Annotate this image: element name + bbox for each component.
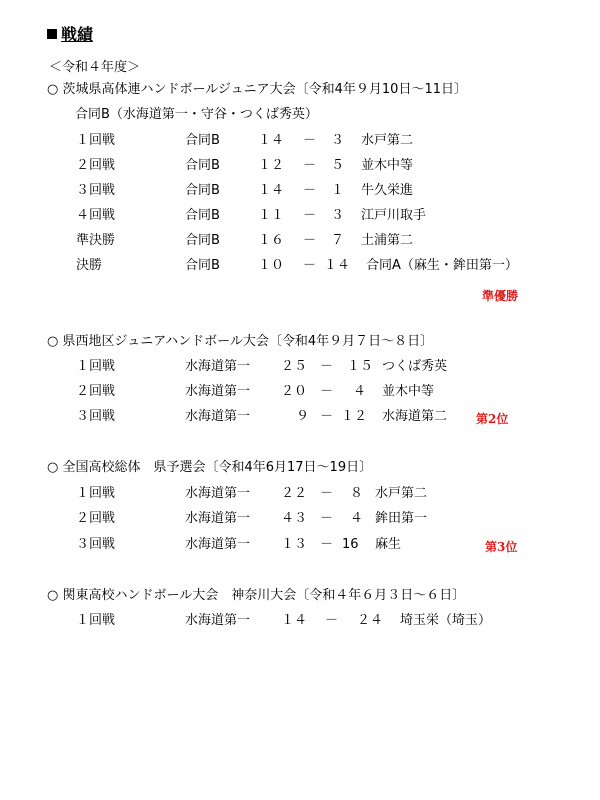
score-home: ２２	[281, 486, 308, 501]
score-home: １４	[258, 133, 285, 148]
score-dash: －	[320, 384, 334, 399]
team-composition: 合同B（水海道第一・守谷・つくば秀英）	[75, 107, 318, 122]
match-row	[0, 384, 600, 400]
page-title: 戦績	[47, 22, 93, 45]
score-away: ４	[350, 511, 364, 526]
score-home: １３	[281, 537, 308, 552]
score-away: １４	[324, 258, 351, 273]
team: 合同B	[185, 258, 220, 273]
round: ４回戦	[76, 208, 116, 223]
opponent: 水戸第二	[361, 133, 414, 148]
team: 水海道第一	[185, 384, 251, 399]
team: 合同B	[185, 158, 220, 173]
opponent: 埼玉栄（埼玉）	[400, 613, 492, 628]
opponent: 江戸川取手	[361, 208, 427, 223]
team: 水海道第一	[185, 511, 251, 526]
opponent: 水海道第二	[382, 409, 448, 424]
score-dash: －	[320, 537, 334, 552]
result-badge: 第3位	[485, 540, 518, 554]
match-row	[0, 486, 600, 502]
round: ２回戦	[76, 158, 116, 173]
score-home: １１	[258, 208, 285, 223]
tournament-heading: ○ 茨城県高体連ハンドボールジュニア大会〔令和4年９月10日～11日〕	[47, 82, 467, 97]
match-row	[0, 359, 600, 375]
match-row	[0, 258, 600, 274]
round: １回戦	[76, 133, 116, 148]
match-row	[0, 158, 600, 174]
opponent: 並木中等	[382, 384, 435, 399]
score-away: ８	[350, 486, 364, 501]
match-row	[0, 613, 600, 629]
score-dash: －	[303, 208, 317, 223]
round: ２回戦	[76, 511, 116, 526]
team: 合同B	[185, 208, 220, 223]
score-away: １５	[347, 359, 374, 374]
opponent: 土浦第二	[361, 233, 414, 248]
score-home: １４	[281, 613, 308, 628]
team: 水海道第一	[185, 409, 251, 424]
team: 合同B	[185, 233, 220, 248]
match-row	[0, 409, 600, 425]
result-badge: 第2位	[476, 412, 509, 426]
match-row	[0, 133, 600, 149]
score-dash: －	[320, 486, 334, 501]
opponent: つくば秀英	[382, 359, 448, 374]
tournament-heading: ○ 関東高校ハンドボール大会 神奈川大会〔令和４年６月３日～６日〕	[47, 588, 466, 603]
score-dash: －	[320, 359, 334, 374]
tournament-heading: ○ 全国高校総体 県予選会〔令和4年6月17日～19日〕	[47, 460, 373, 475]
score-away: ５	[331, 158, 345, 173]
opponent: 合同A（麻生・鉾田第一）	[366, 258, 518, 273]
score-home: １６	[258, 233, 285, 248]
opponent: 並木中等	[361, 158, 414, 173]
fiscal-year-label: ＜令和４年度＞	[49, 60, 141, 75]
score-away: ４	[353, 384, 367, 399]
round: 決勝	[76, 258, 103, 273]
score-away: ７	[331, 233, 345, 248]
tournament-heading: ○ 県西地区ジュニアハンドボール大会〔令和4年９月７日～８日〕	[47, 334, 434, 349]
round: ３回戦	[76, 409, 116, 424]
opponent: 鉾田第一	[375, 511, 428, 526]
score-home: １０	[258, 258, 285, 273]
round: ３回戦	[76, 183, 116, 198]
score-dash: －	[303, 233, 317, 248]
team: 合同B	[185, 183, 220, 198]
round: １回戦	[76, 486, 116, 501]
score-home: １４	[258, 183, 285, 198]
score-home: ９	[296, 409, 310, 424]
match-row	[0, 183, 600, 199]
opponent: 麻生	[375, 537, 402, 552]
round: １回戦	[76, 359, 116, 374]
round: ３回戦	[76, 537, 116, 552]
score-dash: －	[303, 133, 317, 148]
score-dash: －	[320, 409, 334, 424]
team: 合同B	[185, 133, 220, 148]
score-away: ３	[331, 208, 345, 223]
team: 水海道第一	[185, 537, 251, 552]
score-away: 16	[342, 537, 359, 552]
match-row	[0, 511, 600, 527]
score-home: ２０	[281, 384, 308, 399]
round: ２回戦	[76, 384, 116, 399]
score-away: １	[331, 183, 345, 198]
score-home: １２	[258, 158, 285, 173]
match-row	[0, 208, 600, 224]
team: 水海道第一	[185, 359, 251, 374]
round: 準決勝	[76, 233, 116, 248]
score-home: ４３	[281, 511, 308, 526]
result-badge: 準優勝	[482, 289, 519, 303]
score-dash: －	[303, 158, 317, 173]
score-home: ２５	[281, 359, 308, 374]
score-away: １２	[341, 409, 368, 424]
match-row	[0, 233, 600, 249]
score-dash: －	[303, 258, 317, 273]
score-away: ３	[331, 133, 345, 148]
opponent: 牛久栄進	[361, 183, 414, 198]
round: １回戦	[76, 613, 116, 628]
square-bullet-icon	[47, 29, 57, 39]
team: 水海道第一	[185, 486, 251, 501]
team: 水海道第一	[185, 613, 251, 628]
score-dash: －	[320, 511, 334, 526]
score-away: ２４	[357, 613, 384, 628]
score-dash: －	[325, 613, 339, 628]
opponent: 水戸第二	[375, 486, 428, 501]
score-dash: －	[303, 183, 317, 198]
